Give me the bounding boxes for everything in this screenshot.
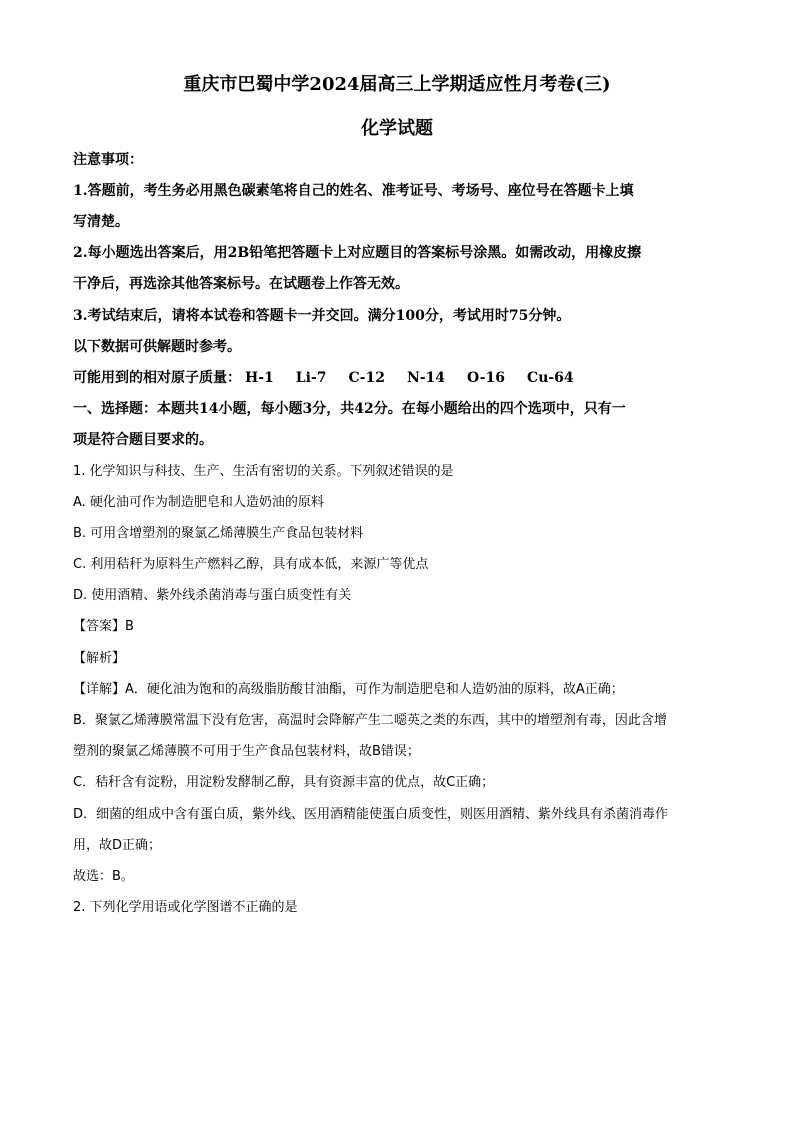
atomic-mass-value: O-16	[467, 370, 506, 386]
notes-heading: 注意事项：	[73, 152, 143, 168]
question-1-option-d: D. 使用酒精、紫外线杀菌消毒与蛋白质变性有关	[73, 588, 352, 603]
detail-a: 【详解】A．硬化油为饱和的高级脂肪酸甘油酯，可作为制造肥皂和人造奶油的原料，故A正确；	[73, 682, 624, 697]
atomic-mass-value: N-14	[406, 370, 446, 386]
section-heading-line-1: 一、选择题：本题共14小题，每小题3分，共42分。在每小题给出的四个选项中，只有一	[73, 401, 626, 417]
atomic-mass-value: Cu-64	[527, 370, 574, 386]
detail-b-line-2: 塑剂的聚氯乙烯薄膜不可用于生产食品包装材料，故B错误；	[73, 744, 420, 759]
conclusion: 故选：B。	[73, 869, 134, 884]
note-item-1-line-2: 写清楚。	[73, 214, 129, 230]
note-item-1-line-1: 1.答题前，考生务必用黑色碳素笔将自己的姓名、准考证号、考场号、座位号在答题卡上填	[73, 183, 634, 199]
detail-d-line-1: D．细菌的组成中含有蛋白质，紫外线、医用酒精能使蛋白质变性，则医用酒精、紫外线具有杀菌消毒作	[73, 807, 669, 822]
exam-title: 重庆市巴蜀中学2024届高三上学期适应性月考卷(三)	[183, 74, 611, 95]
section-heading-line-2: 项是符合题目要求的。	[73, 432, 213, 448]
detail-b-line-1: B．聚氯乙烯薄膜常温下没有危害，高温时会降解产生二噁英之类的东西，其中的增塑剂有毒，因此含增	[73, 713, 667, 728]
atomic-mass-value: H-1	[245, 370, 274, 386]
answer-label: 【答案】B	[73, 619, 134, 634]
question-1-stem: 1. 化学知识与科技、生产、生活有密切的关系。下列叙述错误的是	[73, 464, 454, 479]
note-item-2-line-2: 干净后，再选涂其他答案标号。在试题卷上作答无效。	[73, 276, 409, 292]
note-item-2-line-1: 2.每小题选出答案后，用2B铅笔把答题卡上对应题目的答案标号涂黑。如需改动，用橡皮擦	[73, 245, 642, 261]
data-note: 以下数据可供解题时参考。	[73, 339, 241, 355]
question-2-stem: 2. 下列化学用语或化学图谱不正确的是	[73, 900, 298, 915]
question-1-option-a: A. 硬化油可作为制造肥皂和人造奶油的原料	[73, 495, 324, 510]
detail-d-line-2: 用，故D正确；	[73, 838, 162, 853]
subject-title: 化学试题	[361, 118, 433, 139]
atomic-mass-line	[73, 368, 733, 388]
question-1-option-c: C. 利用秸秆为原料生产燃料乙醇，具有成本低，来源广等优点	[73, 557, 429, 572]
note-item-3: 3.考试结束后，请将本试卷和答题卡一并交回。满分100分，考试用时75分钟。	[73, 308, 571, 324]
question-1-option-b: B. 可用含增塑剂的聚氯乙烯薄膜生产食品包装材料	[73, 526, 364, 541]
detail-c: C．秸秆含有淀粉，用淀粉发酵制乙醇，具有资源丰富的优点，故C正确；	[73, 775, 495, 790]
atomic-mass-label: 可能用到的相对原子质量：	[73, 370, 241, 386]
atomic-mass-value: C-12	[348, 370, 385, 386]
atomic-mass-value: Li-7	[295, 370, 327, 386]
analysis-label: 【解析】	[73, 651, 126, 666]
